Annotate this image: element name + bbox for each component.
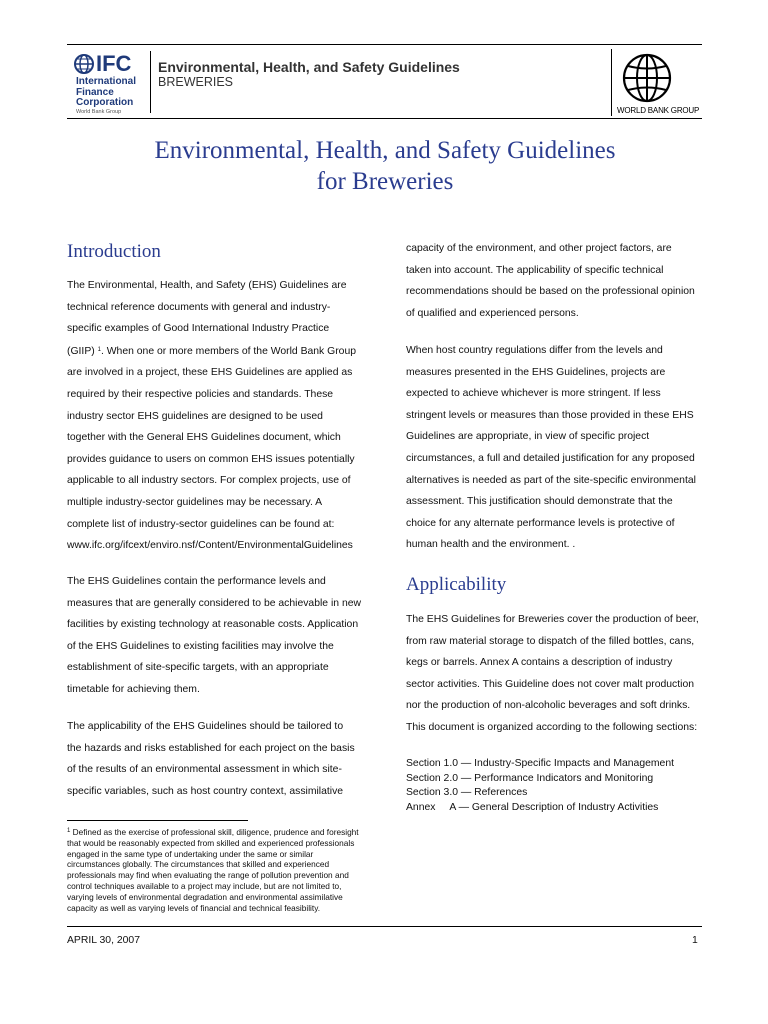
document-title-line: Environmental, Health, and Safety Guidelines [154,137,616,164]
text-line: assessment. This justification should demonstrate that the [406,496,673,508]
text-line: measures presented in the EHS Guidelines, projects are [406,366,666,378]
footnote-line: capacity as well as varying levels of financial and technical feasibility. [67,902,321,913]
header-divider [150,51,151,113]
text-line: establishment of site-specific targets, with an appropriate [67,662,329,674]
text-line: measures that are generally considered to be achievable in new [67,597,362,609]
footnote-reference[interactable]: 1 [97,346,101,353]
text-line: are involved in a project, these EHS Guidelines are applied as [67,367,353,379]
footnote-line: control techniques available to a project may include, but are not limited to, [67,880,342,891]
ifc-mark-text: IFC [96,51,132,76]
section-item: Section 1.0 — Industry-Specific Impacts and Management [406,758,674,769]
intro-paragraph-3 [67,716,355,802]
sections-list [406,757,674,815]
text-line: industry sector EHS guidelines are designed to be used [67,410,323,422]
ifc-logo [74,52,144,116]
text-line: of the results of an environmental assessment in which site- [67,764,342,776]
header-subtitle: BREWERIES [158,75,234,89]
ifc-name [76,77,136,109]
giip-text: (GIIP) [67,345,95,357]
section-item: Annex A — General Description of Industry Activities [406,801,659,813]
text-line: alternatives is needed as part of the site-specific environmental [406,474,696,486]
world-bank-globe-icon [618,52,676,104]
text-line: from raw material storage to dispatch of the filled bottles, cans, [406,635,695,647]
ifc-subtitle: World Bank Group [76,109,122,115]
intro-paragraph-2 [67,571,361,701]
ifc-name-line: Corporation [76,97,134,108]
text-line: specific variables, such as host country context, assimilative [67,785,344,797]
applicability-paragraph [406,609,699,739]
text-line: human health and the environment. . [406,539,576,551]
text-line: provides guidance to users on common EHS issues potentially [67,453,355,465]
document-title-line: for Breweries [316,168,454,195]
footnote-line: that would be reasonably expected from skilled and experienced professionals [67,837,355,848]
text-line: technical reference documents with general and industry- [67,301,331,313]
text-line: required by their respective policies and standards. These [67,388,334,400]
text-line: together with the General EHS Guidelines document, which [67,432,341,444]
section-item: Section 3.0 — References [406,787,528,799]
header-title: Environmental, Health, and Safety Guidelines [158,59,460,75]
text-line: facilities by existing technology at reasonable costs. Application [67,619,359,631]
text-line: This document is organized according to the following sections: [406,721,698,733]
footnote-line: professionals may find when evaluating the range of pollution prevention and [67,870,349,881]
text-line: multiple industry-sector guidelines may be necessary. A [67,496,323,508]
text-line: recommendations should be based on the professional opinion [406,286,695,298]
text-line [67,340,356,363]
footnote-line [67,826,359,838]
text-line: capacity of the environment, and other project factors, are [406,243,672,254]
page-number: 1 [692,935,698,946]
right-paragraph-2 [406,340,696,556]
text-line: nor the production of non-alcoholic beverages and soft drinks. [406,700,691,712]
text-line: applicable to all industry sectors. For complex projects, use of [67,475,351,487]
text-line: When host country regulations differ from the levels and [406,345,663,356]
footnote-text: Defined as the exercise of professional skill, diligence, prudence and foresight [72,827,359,837]
text-line: kegs or barrels. Annex A contains a description of industry [406,657,673,669]
document-title [60,135,710,197]
text-line: sector activities. This Guideline does not cover malt production [406,678,695,690]
footnote-marker: 1 [67,828,71,834]
world-bank-label: WORLD BANK GROUP [617,106,700,115]
intro-paragraph-1 [67,275,356,557]
ifc-name-line: Finance [76,86,114,98]
text-line: timetable for achieving them. [67,683,200,695]
footnote-line: varying levels of environmental degradation and environmental assimilative [67,891,343,902]
text-line: The Environmental, Health, and Safety (EHS) Guidelines are [67,280,347,291]
ifc-name-line: International [76,76,137,87]
section-item: Section 2.0 — Performance Indicators and Monitoring [406,772,654,784]
footer-date: APRIL 30, 2007 [67,935,140,946]
text-line: circumstances, a full and detailed justification for any proposed [406,452,695,464]
footnote-line: circumstances globally. The circumstances that skilled and experienced [67,859,330,870]
text-line: The applicability of the EHS Guidelines should be tailored to [67,721,344,732]
text-line: complete list of industry-sector guidelines can be found at: [67,518,335,530]
right-paragraph-1 [406,238,695,324]
text-fragment: . When one or more members of the World Bank Group [100,345,357,357]
footnote [67,826,359,913]
footer-rule [67,926,702,927]
text-line: the hazards and risks established for each project on the basis [67,742,355,754]
text-line: expected to achieve whichever is more stringent. If less [406,388,661,400]
text-line: The EHS Guidelines for Breweries cover the production of beer, [406,614,699,625]
text-line: of the EHS Guidelines to existing facilities may involve the [67,640,334,652]
text-line: specific examples of Good International Industry Practice [67,323,330,335]
footnote-line: engaged in the same type of undertaking under the same or similar [67,848,314,859]
text-line: of qualified and experienced persons. [406,307,579,319]
text-line: Guidelines are appropriate, in view of specific project [406,431,650,443]
text-line: stringent levels or measures than those provided in these EHS [406,409,694,421]
text-line: taken into account. The applicability of specific technical [406,264,664,276]
header-bottom-rule [67,118,702,119]
text-line: choice for any alternate performance levels is protective of [406,517,675,529]
text-line: The EHS Guidelines contain the performance levels and [67,576,326,587]
applicability-heading: Applicability [406,574,507,595]
header-top-rule [67,44,702,45]
introduction-heading: Introduction [67,241,161,262]
footnote-rule [67,820,248,821]
guidelines-url-link[interactable]: www.ifc.org/ifcext/enviro.nsf/Content/EnvironmentalGuidelines [67,540,353,552]
